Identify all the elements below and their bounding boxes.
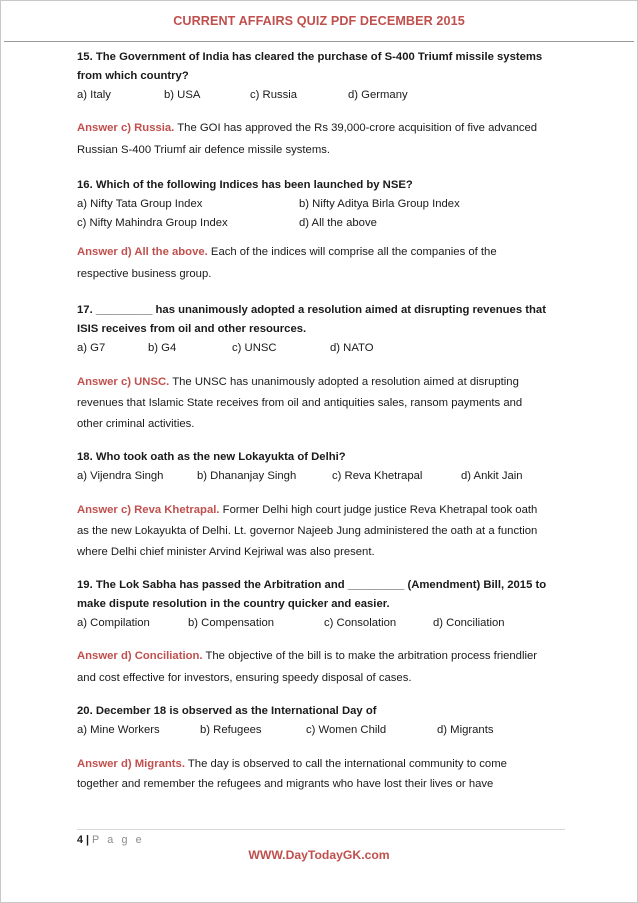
question-text-line: 17. _________ has unanimously adopted a resolution aimed at disrupting revenues that [77, 304, 546, 316]
option-c: c) UNSC [232, 342, 277, 354]
option-a: a) Mine Workers [77, 724, 160, 736]
question-text-line: 19. The Lok Sabha has passed the Arbitration and _________ (Amendment) Bill, 2015 to [77, 579, 547, 591]
option-a: a) Italy [77, 89, 111, 101]
option-c: c) Nifty Mahindra Group Index [77, 217, 228, 229]
question-text-line: from which country? [77, 70, 189, 82]
option-b: b) Compensation [188, 617, 275, 629]
option-a: a) Vijendra Singh [77, 470, 164, 482]
answer-explanation: The objective of the bill is to make the arbitration process friendlier [202, 650, 538, 662]
question-15 [77, 48, 567, 161]
question-text-line: 15. The Government of India has cleared the purchase of S-400 Triumf missile systems [77, 51, 543, 63]
question-17 [77, 301, 567, 435]
question-text-line: 20. December 18 is observed as the International Day of [77, 705, 377, 717]
footer-site-link[interactable]: WWW.DayTodayGK.com [248, 848, 390, 862]
answer-explanation-line: other criminal activities. [77, 418, 195, 430]
answer-explanation-line: as the new Lokayukta of Delhi. Lt. governor Najeeb Jung administered the oath at a function [77, 525, 538, 537]
answer-label: Answer c) UNSC. [77, 376, 170, 388]
page-number-separator: | [86, 834, 90, 846]
question-text-line: 18. Who took oath as the new Lokayukta of Delhi? [77, 451, 346, 463]
answer-label: Answer c) Russia. [77, 122, 175, 134]
option-d: d) Migrants [437, 724, 494, 736]
page-number [77, 834, 144, 846]
answer-explanation-line: together and remember the refugees and migrants who have lost their lives or have [77, 778, 494, 790]
answer-label: Answer c) Reva Khetrapal. [77, 504, 220, 516]
option-a: a) G7 [77, 342, 106, 354]
options-row [77, 721, 567, 740]
answer-label: Answer d) Conciliation. [77, 650, 203, 662]
answer-explanation: Former Delhi high court judge justice Reva Khetrapal took oath [219, 504, 538, 516]
question-16 [77, 176, 567, 285]
option-c: c) Russia [250, 89, 298, 101]
answer-explanation-line: where Delhi chief minister Arvind Kejriwal was also present. [77, 546, 375, 558]
question-18 [77, 448, 567, 563]
question-text-line: make dispute resolution in the country quicker and easier. [77, 598, 390, 610]
option-a: a) Compilation [77, 617, 150, 629]
answer-explanation: The day is observed to call the international community to come [184, 758, 507, 770]
options-row [77, 614, 567, 633]
options-row [77, 86, 567, 105]
answer-label: Answer d) All the above. [77, 246, 208, 258]
options-row [77, 214, 567, 233]
option-d: d) Ankit Jain [461, 470, 523, 482]
option-d: d) All the above [299, 217, 377, 229]
option-c: c) Consolation [324, 617, 397, 629]
page-number-value: 4 [77, 834, 84, 846]
option-d: d) NATO [330, 342, 374, 354]
header-divider [4, 41, 634, 42]
answer-text [77, 372, 567, 435]
answer-explanation-line: respective business group. [77, 268, 212, 280]
answer-label: Answer d) Migrants. [77, 758, 185, 770]
answer-text [77, 117, 567, 161]
page-header-title: CURRENT AFFAIRS QUIZ PDF DECEMBER 2015 [173, 14, 465, 28]
answer-explanation: The GOI has approved the Rs 39,000-crore acquisition of five advanced [174, 122, 538, 134]
footer-divider [77, 829, 565, 830]
answer-explanation: Each of the indices will comprise all the companies of the [207, 246, 497, 258]
option-d: d) Germany [348, 89, 408, 101]
options-row [77, 467, 567, 486]
option-c: c) Reva Khetrapal [332, 470, 423, 482]
question-19 [77, 576, 567, 689]
question-text-line: 16. Which of the following Indices has been launched by NSE? [77, 179, 413, 191]
page-word: P a g e [92, 834, 145, 846]
option-b: b) G4 [148, 342, 177, 354]
option-c: c) Women Child [306, 724, 387, 736]
answer-explanation-line: and cost effective for investors, ensuring speedy disposal of cases. [77, 672, 412, 684]
answer-explanation-line: revenues that Islamic State receives from oil and antiquities sales, ransom payments and [77, 397, 523, 409]
answer-text [77, 645, 567, 689]
option-b: b) Nifty Aditya Birla Group Index [299, 198, 460, 210]
answer-explanation-line: Russian S-400 Triumf air defence missile systems. [77, 144, 331, 156]
answer-text [77, 754, 567, 794]
options-row [77, 195, 567, 214]
option-b: b) Dhananjay Singh [197, 470, 297, 482]
question-20 [77, 702, 567, 794]
options-row [77, 339, 567, 358]
option-b: b) Refugees [200, 724, 262, 736]
option-a: a) Nifty Tata Group Index [77, 198, 203, 210]
option-b: b) USA [164, 89, 201, 101]
option-d: d) Conciliation [433, 617, 505, 629]
answer-text [77, 500, 567, 563]
question-text-line: ISIS receives from oil and other resources. [77, 323, 307, 335]
answer-text [77, 241, 567, 285]
answer-explanation: The UNSC has unanimously adopted a resolution aimed at disrupting [169, 376, 519, 388]
